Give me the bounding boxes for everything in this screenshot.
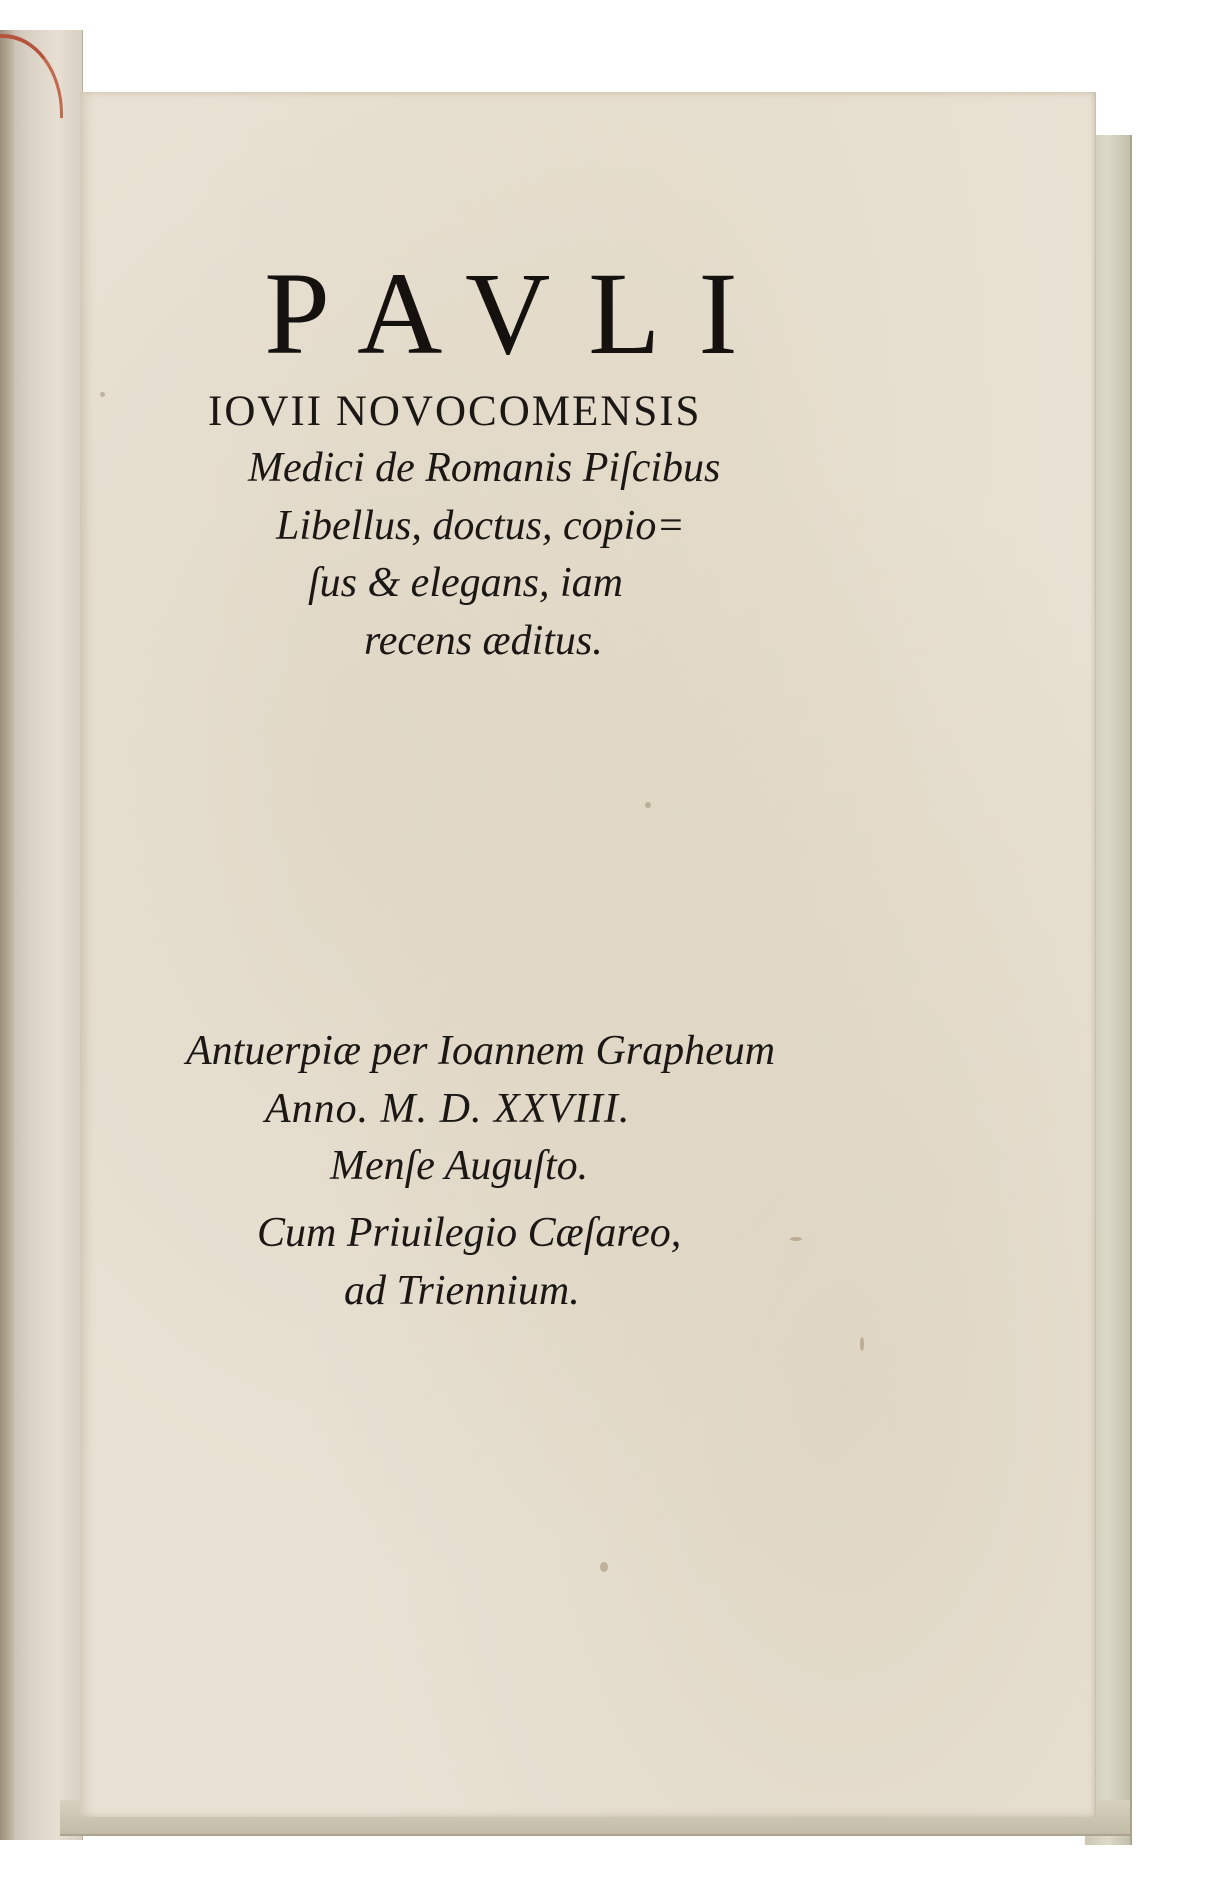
foxing-spot <box>860 1337 864 1351</box>
imprint-line-2: Anno. M. D. XXVIII. <box>265 1086 631 1132</box>
author-heading: PAVLI <box>264 248 776 379</box>
imprint-line-3: Menſe Auguſto. <box>330 1143 589 1189</box>
title-page <box>80 92 1096 1817</box>
privilege-line-1: Cum Priuilegio Cæſareo, <box>257 1210 682 1256</box>
left-book-leaves <box>0 30 83 1840</box>
imprint-line-1: Antuerpiæ per Ioannem Grapheum <box>186 1028 776 1074</box>
foxing-spot <box>600 1562 608 1572</box>
title-line-3: Libellus, doctus, copio= <box>276 503 685 549</box>
title-line-4: ſus & elegans, iam <box>308 560 623 606</box>
foxing-spot <box>790 1237 802 1241</box>
title-line-1: IOVII NOVOCOMENSIS <box>208 388 702 435</box>
foxing-spot <box>645 802 651 808</box>
title-line-5: recens æditus. <box>364 618 603 664</box>
foxing-spot <box>100 392 105 397</box>
leaves-edge <box>0 30 14 1840</box>
title-line-2: Medici de Romanis Piſcibus <box>248 445 721 491</box>
privilege-line-2: ad Triennium. <box>344 1268 580 1314</box>
